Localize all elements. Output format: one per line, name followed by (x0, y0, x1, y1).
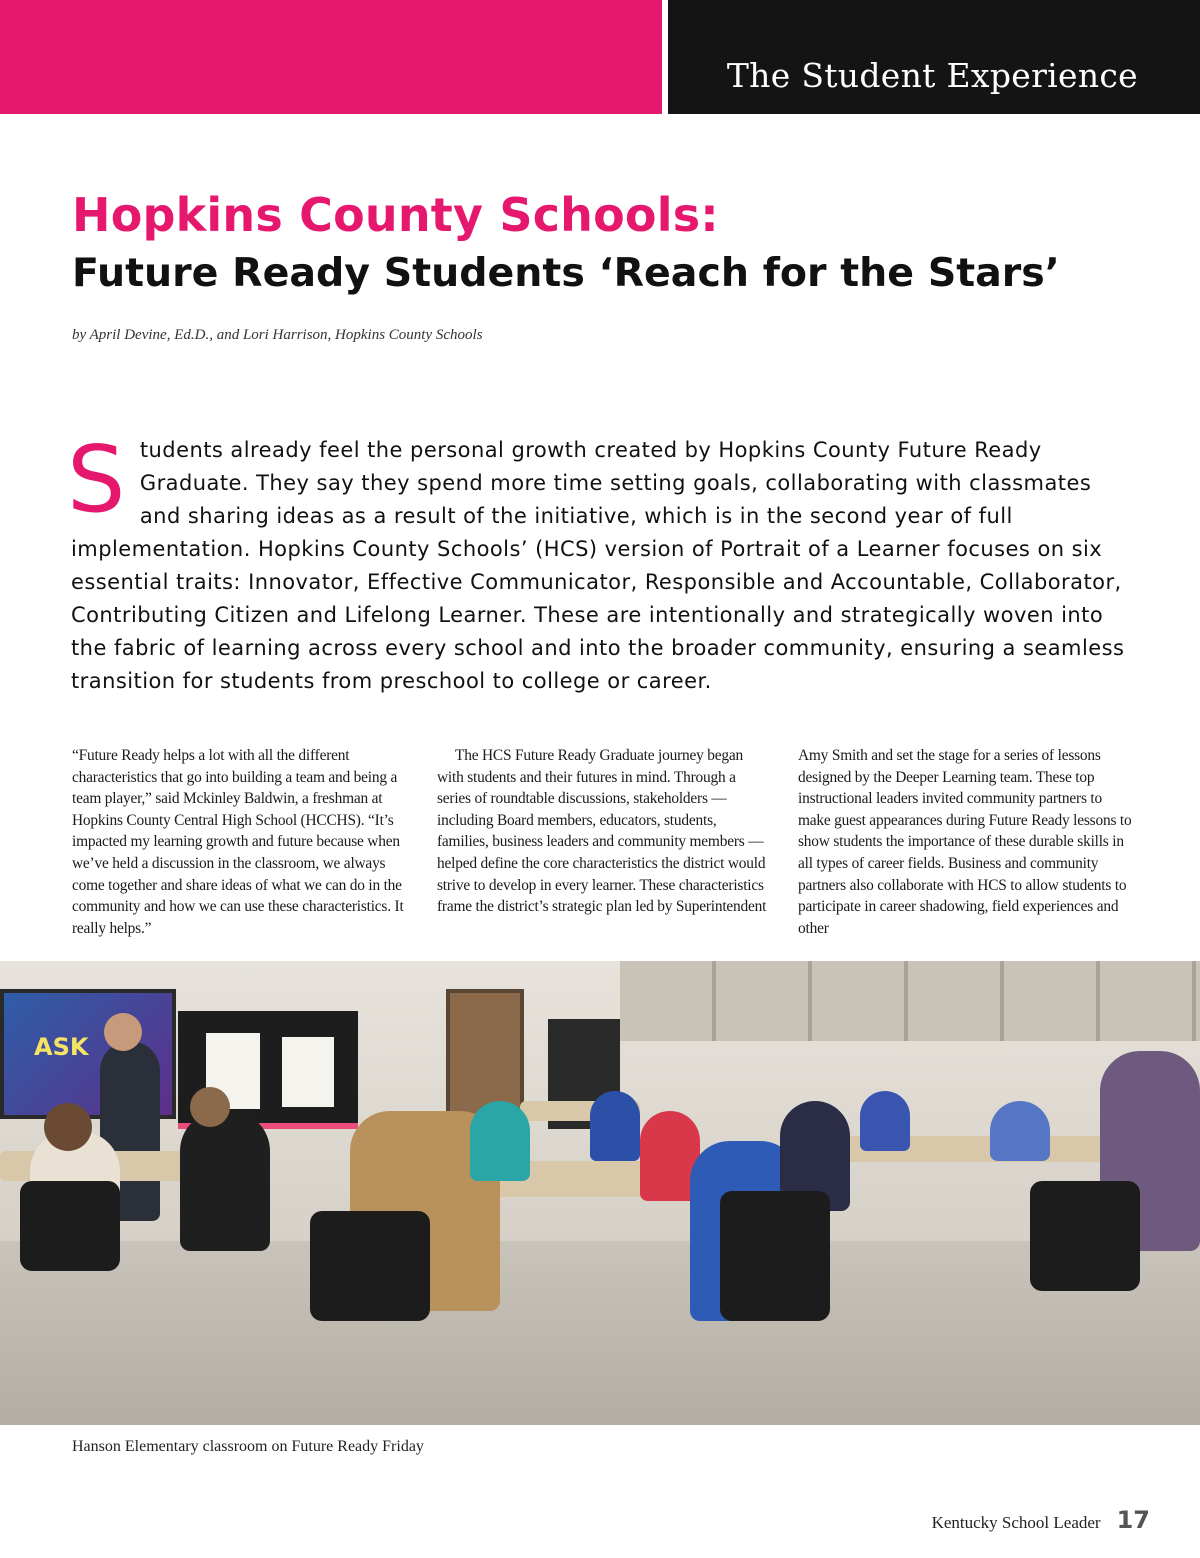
publication-name: Kentucky School Leader (931, 1513, 1101, 1532)
photo-student (990, 1101, 1050, 1161)
photo-floor (0, 1241, 1200, 1425)
lead-text: tudents already feel the personal growth created by Hopkins County Future Ready Graduate. They say they spend more time setting goals, collaborating with classmates and sharing ideas as a result of the initiative, which is in the second year of full implementation. Hopkins County Schools’ (HCS) version of Portrait of a Learner focuses on six essential traits: Innovator, Effective Communicator, Responsible and Accountable, Collaborator, Contributing Citizen and Lifelong Learner. These are intentionally and strategically woven into the fabric of learning across every school and into the broader community, ensuring a seamless transition for students from preschool to college or career. (71, 438, 1125, 693)
body-column-2: The HCS Future Ready Graduate journey began with students and their futures in mind. Through a series of roundtable discussions, stakeholders — including Board members, educators, students, families, business leaders and community members — helped define the core characteristics the district would strive to develop in every learner. These characteristics frame the district’s strategic plan led by Superintendent (437, 747, 767, 916)
photo-chair (310, 1211, 430, 1321)
photo-board-text: ASK (34, 1033, 89, 1061)
photo-student (590, 1091, 640, 1161)
photo-student-head (44, 1103, 92, 1151)
page-number: 17 (1116, 1506, 1150, 1534)
photo-caption: Hanson Elementary classroom on Future Ready Friday (72, 1438, 424, 1455)
article-title: Hopkins County Schools: (72, 188, 719, 242)
page-footer (932, 1506, 1150, 1534)
photo-student (470, 1101, 530, 1181)
body-columns (72, 745, 1132, 941)
classroom-photo (0, 961, 1200, 1425)
photo-student-head (190, 1087, 230, 1127)
photo-chair (720, 1191, 830, 1321)
photo-cabinets (620, 961, 1200, 1041)
body-column-1: “Future Ready helps a lot with all the different characteristics that go into building a team and being a team player,” said Mckinley Baldwin, a freshman at Hopkins County Central High School (HCCHS). “It’s impacted my learning growth and future because when we’ve held a discussion in the classroom, we always come together and share ideas of what we can do in the community and how we can use these characteristics. It really helps.” (72, 747, 404, 937)
drop-cap: S (67, 426, 126, 533)
photo-chair (1030, 1181, 1140, 1291)
photo-chart-paper (282, 1037, 334, 1107)
photo-student (860, 1091, 910, 1151)
photo-teacher-head (104, 1013, 142, 1051)
article-subtitle: Future Ready Students ‘Reach for the Stars’ (72, 250, 1060, 296)
photo-chair (20, 1181, 120, 1271)
article-byline: by April Devine, Ed.D., and Lori Harrison, Hopkins County Schools (72, 327, 483, 343)
section-label: The Student Experience (726, 56, 1138, 95)
photo-student (180, 1111, 270, 1251)
body-column-3: Amy Smith and set the stage for a series of lessons designed by the Deeper Learning team. These top instructional leaders invited community partners to make guest appearances during Future Ready lessons to show students the importance of these durable skills in all types of career fields. Business and community partners also collaborate with HCS to allow students to participate in career shadowing, field experiences and other (798, 747, 1132, 937)
header-band-pink (0, 0, 662, 114)
lead-paragraph (67, 426, 1133, 698)
